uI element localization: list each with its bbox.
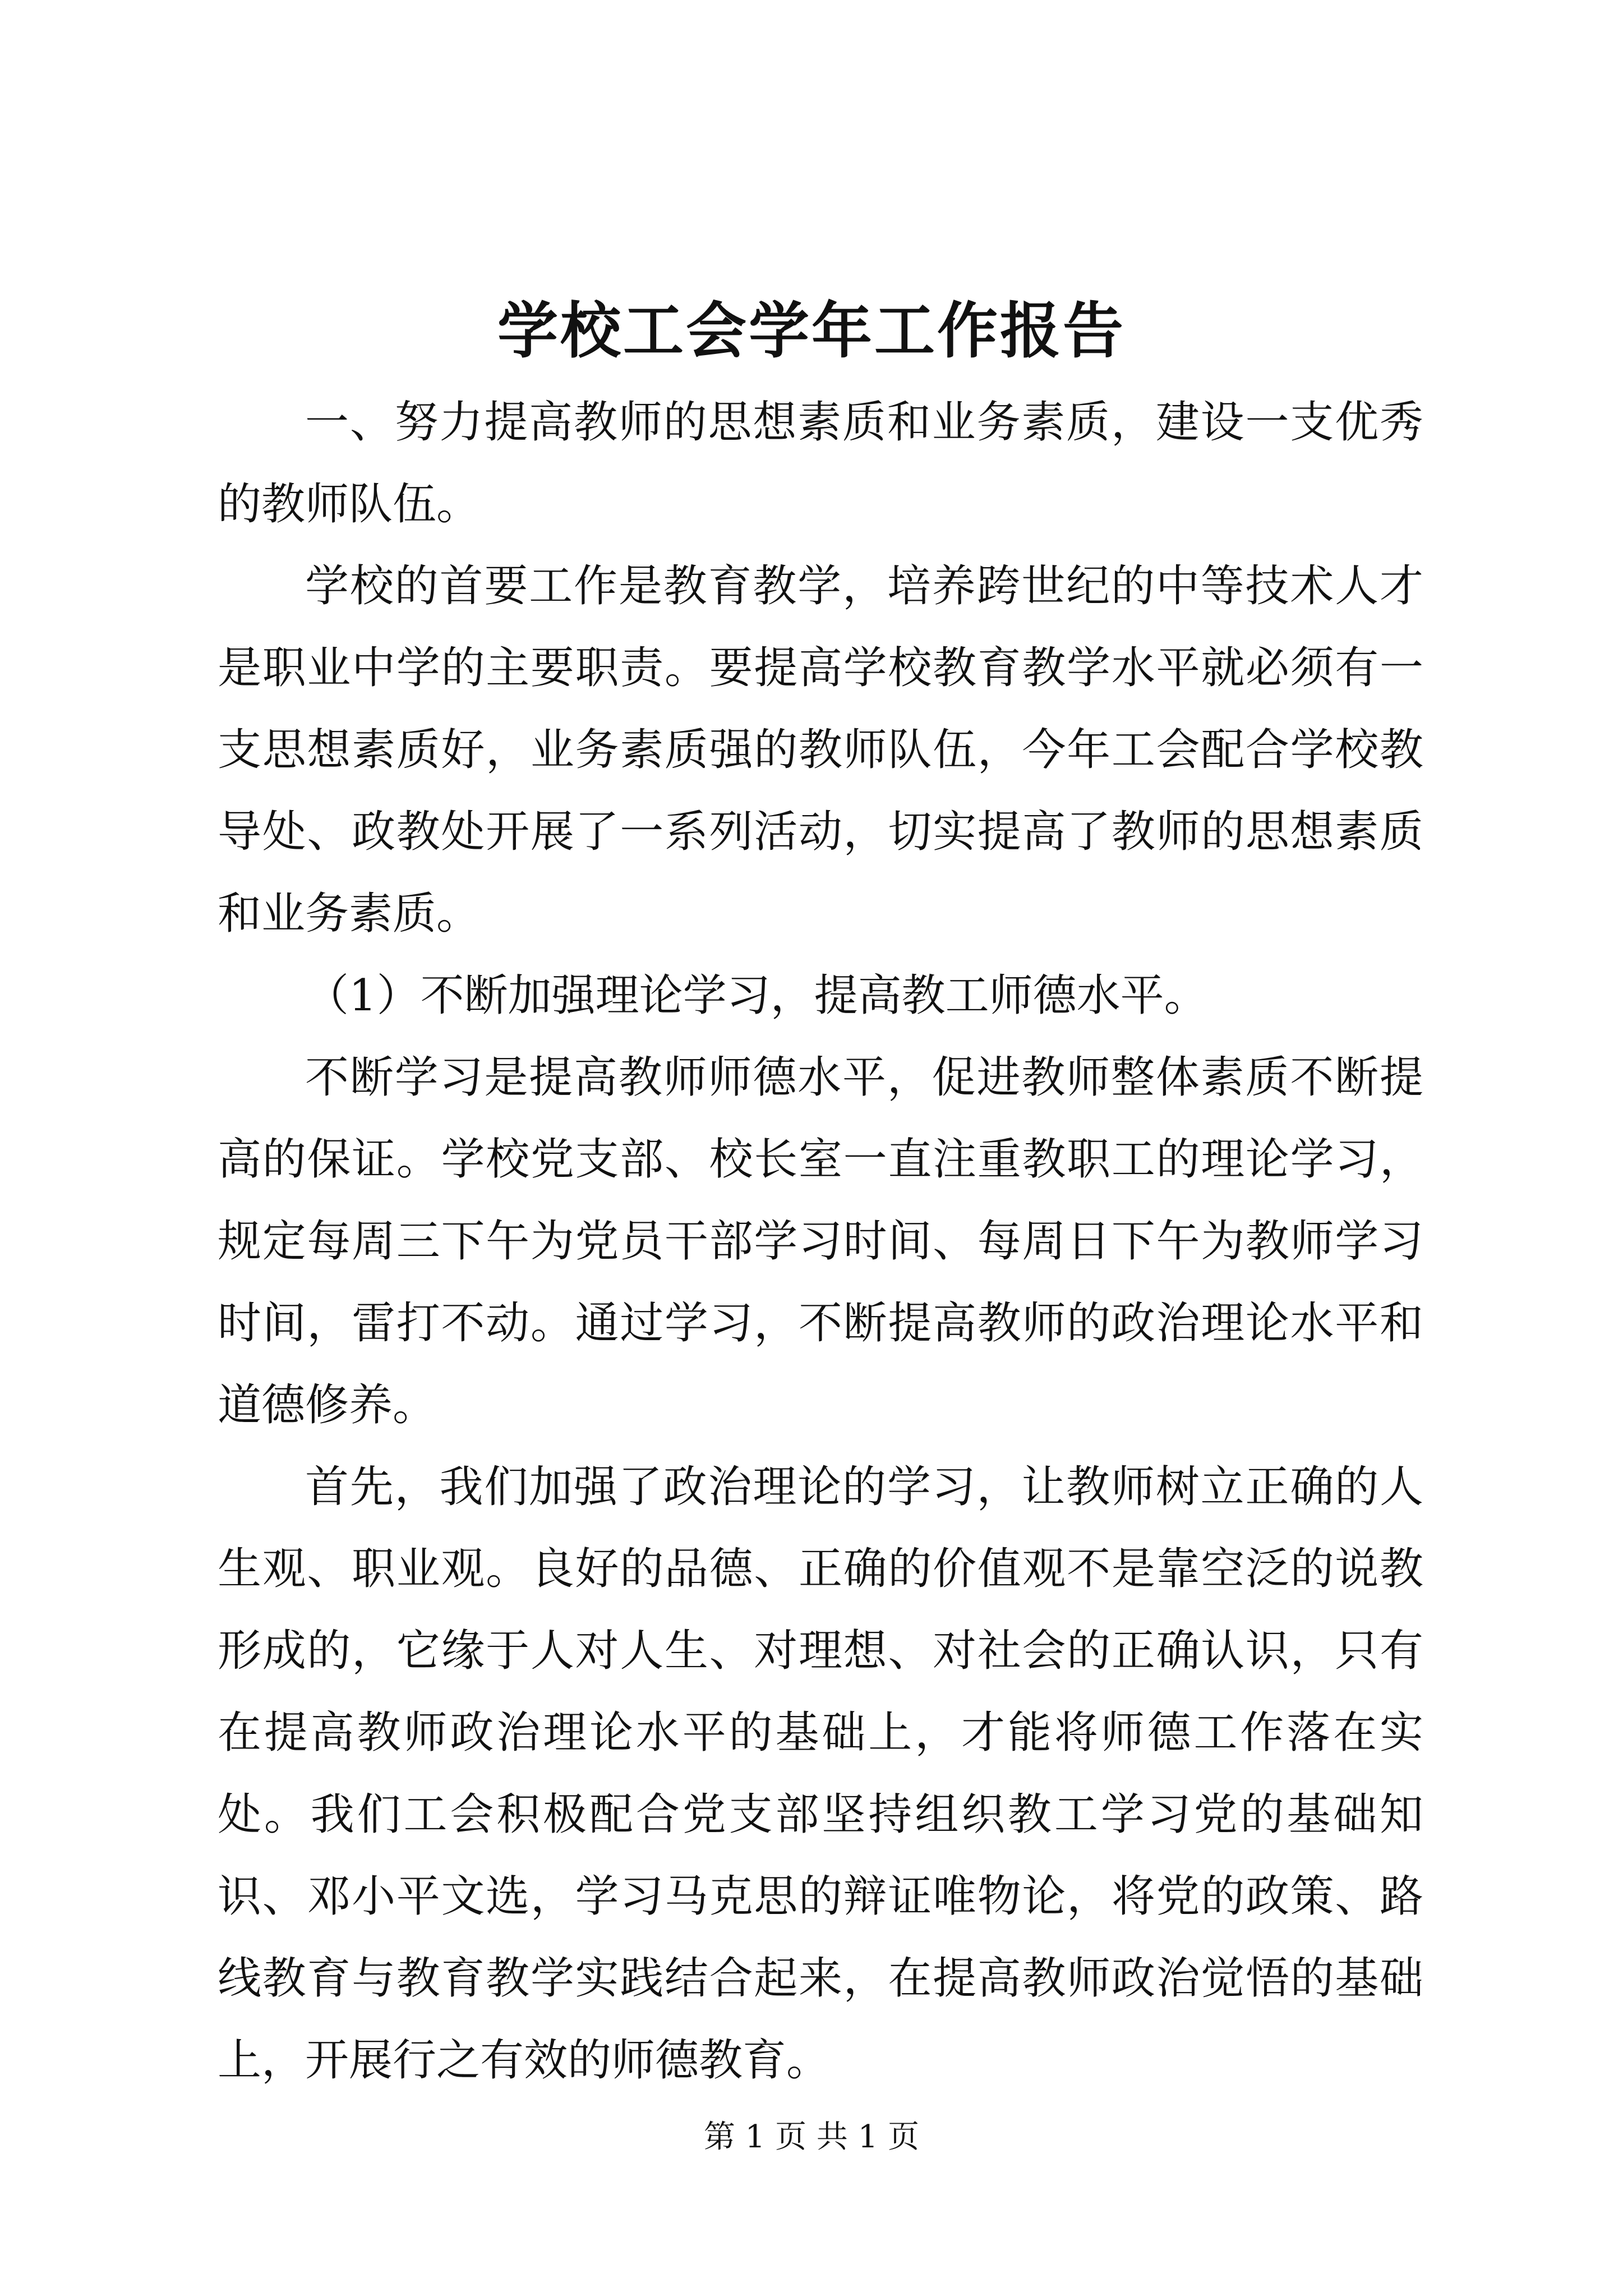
paragraph-subheading: （1）不断加强理论学习，提高教工师德水平。 [305, 970, 1208, 1021]
paragraph-study: 不断学习是提高教师师德水平，促进教师整体素质不断提高的保证。学校党支部、校长室一直注重教职工的理论学习，规定每周三下午为党员干部学习时间、每周日下午为教师学习时间，雷打不动。通过学习，不断提高教师的政治理论水平和道德修养。 [218, 1052, 1423, 1430]
document-body [218, 381, 1423, 2101]
paragraph-political-theory: 首先，我们加强了政治理论的学习，让教师树立正确的人生观、职业观。良好的品德、正确的价值观不是靠空泛的说教形成的，它缘于人对人生、对理想、对社会的正确认识，只有在提高教师政治理论水平的基础上，才能将师德工作落在实处。我们工会积极配合党支部坚持组织教工学习党的基础知识、邓小平文选，学习马克思的辩证唯物论，将党的政策、路线教育与教育教学实践结合起来，在提高教师政治觉悟的基础上，开展行之有效的师德教育。 [218, 1462, 1423, 2086]
paragraph-section-heading: 一、努力提高教师的思想素质和业务素质，建设一支优秀的教师队伍。 [218, 397, 1423, 530]
page-footer: 第 1 页 共 1 页 [703, 2119, 920, 2155]
document-title: 学校工会学年工作报告 [497, 296, 1126, 366]
paragraph-intro: 学校的首要工作是教育教学，培养跨世纪的中等技术人才是职业中学的主要职责。要提高学校教育教学水平就必须有一支思想素质好，业务素质强的教师队伍，今年工会配合学校教导处、政教处开展了一系列活动，切实提高了教师的思想素质和业务素质。 [218, 561, 1423, 939]
